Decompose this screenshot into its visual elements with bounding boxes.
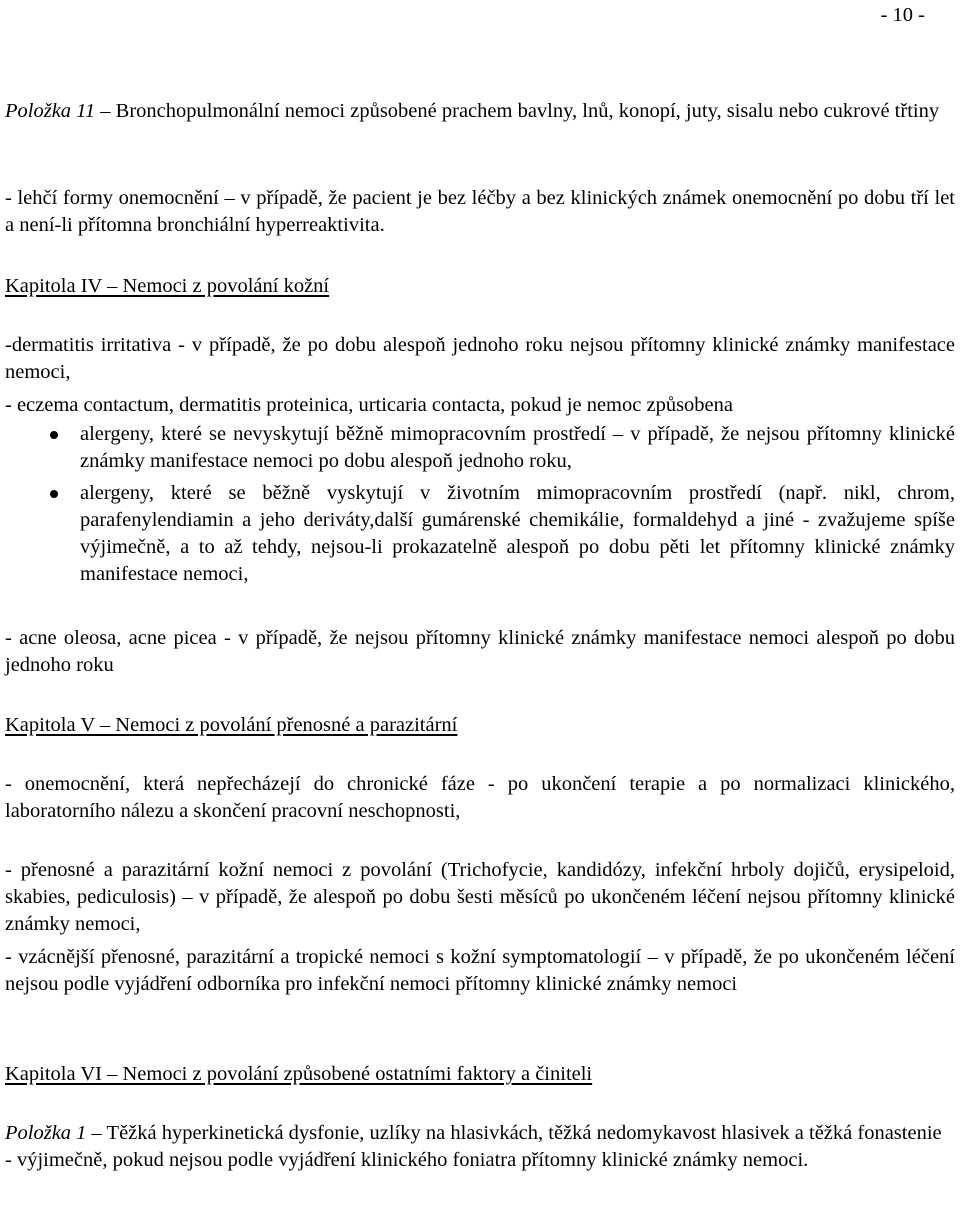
chapter-6-item-1-label: Položka 1 [5, 1122, 87, 1144]
chapter-4-acne: - acne oleosa, acne picea - v případě, že nejsou přítomny klinické známky manifestace nemoci alespoň po dobu jednoho roku [5, 627, 955, 676]
item-11-label: Položka 11 [5, 100, 96, 122]
chapter-4-dermatitis: -dermatitis irritativa - v případě, že po dobu alespoň jednoho roku nejsou přítomny klinické známky manifestace nemoci, [5, 334, 955, 383]
chapter-6-heading: Kapitola VI – Nemoci z povolání způsobené ostatními faktory a činiteli [5, 1063, 593, 1085]
bullet-icon [50, 431, 58, 439]
chapter-4-eczema: - eczema contactum, dermatitis proteinica, urticaria contacta, pokud je nemoc způsobena [5, 394, 734, 416]
chapter-4-bullet-list [5, 421, 955, 588]
chapter-4-heading: Kapitola IV – Nemoci z povolání kožní [5, 275, 330, 297]
chapter-6-item-1-text: – Těžká hyperkinetická dysfonie, uzlíky na hlasivkách, těžká nedomykavost hlasivek a těžká fonastenie [86, 1122, 942, 1144]
chapter-5-paragraph-2: - přenosné a parazitární kožní nemoci z povolání (Trichofycie, kandidózy, infekční hrboly dojičů, erysipeloid, skabies, pediculosis) – v případě, že alespoň po dobu šesti měsíců po ukončeném léčení nejsou přítomny klinické známky nemoci, [5, 859, 955, 935]
bullet-icon [50, 490, 58, 498]
page-number: - 10 - [880, 4, 925, 26]
chapter-6-item-1-condition: - výjimečně, pokud nejsou podle vyjádření klinického foniatra přítomny klinické známky nemoci. [5, 1149, 809, 1171]
chapter-6-item-1 [5, 1120, 955, 1174]
item-11-condition: - lehčí formy onemocnění – v případě, že pacient je bez léčby a bez klinických známek onemocnění po dobu tří let a není-li přítomna bronchiální hyperreaktivita. [5, 187, 955, 236]
list-item: alergeny, které se běžně vyskytují v životním mimopracovním prostředí (např. nikl, chrom, parafenylendiamin a jeho deriváty,další gumárenské chemikálie, formaldehyd a jiné - zvažujeme spíše výjimečně, a to až tehdy, nejsou-li prokazatelně alespoň po dobu pěti let přítomny klinické známky manifestace nemoci, [5, 480, 955, 588]
chapter-5-heading: Kapitola V – Nemoci z povolání přenosné a parazitární [5, 714, 458, 736]
chapter-5-paragraph-3: - vzácnější přenosné, parazitární a tropické nemoci s kožní symptomatologií – v případě, že po ukončeném léčení nejsou podle vyjádření odborníka pro infekční nemoci přítomny klinické známky nemoci [5, 946, 955, 995]
item-11-title [5, 98, 955, 125]
item-11-text: – Bronchopulmonální nemoci způsobené prachem bavlny, lnů, konopí, juty, sisalu nebo cukrové třtiny [95, 100, 940, 122]
chapter-5-paragraph-1: - onemocnění, která nepřecházejí do chronické fáze - po ukončení terapie a po normalizaci klinického, laboratorního nálezu a skončení pracovní neschopnosti, [5, 773, 955, 822]
list-item: alergeny, které se nevyskytují běžně mimopracovním prostředí – v případě, že nejsou přítomny klinické známky manifestace nemoci po dobu alespoň jednoho roku, [5, 421, 955, 475]
